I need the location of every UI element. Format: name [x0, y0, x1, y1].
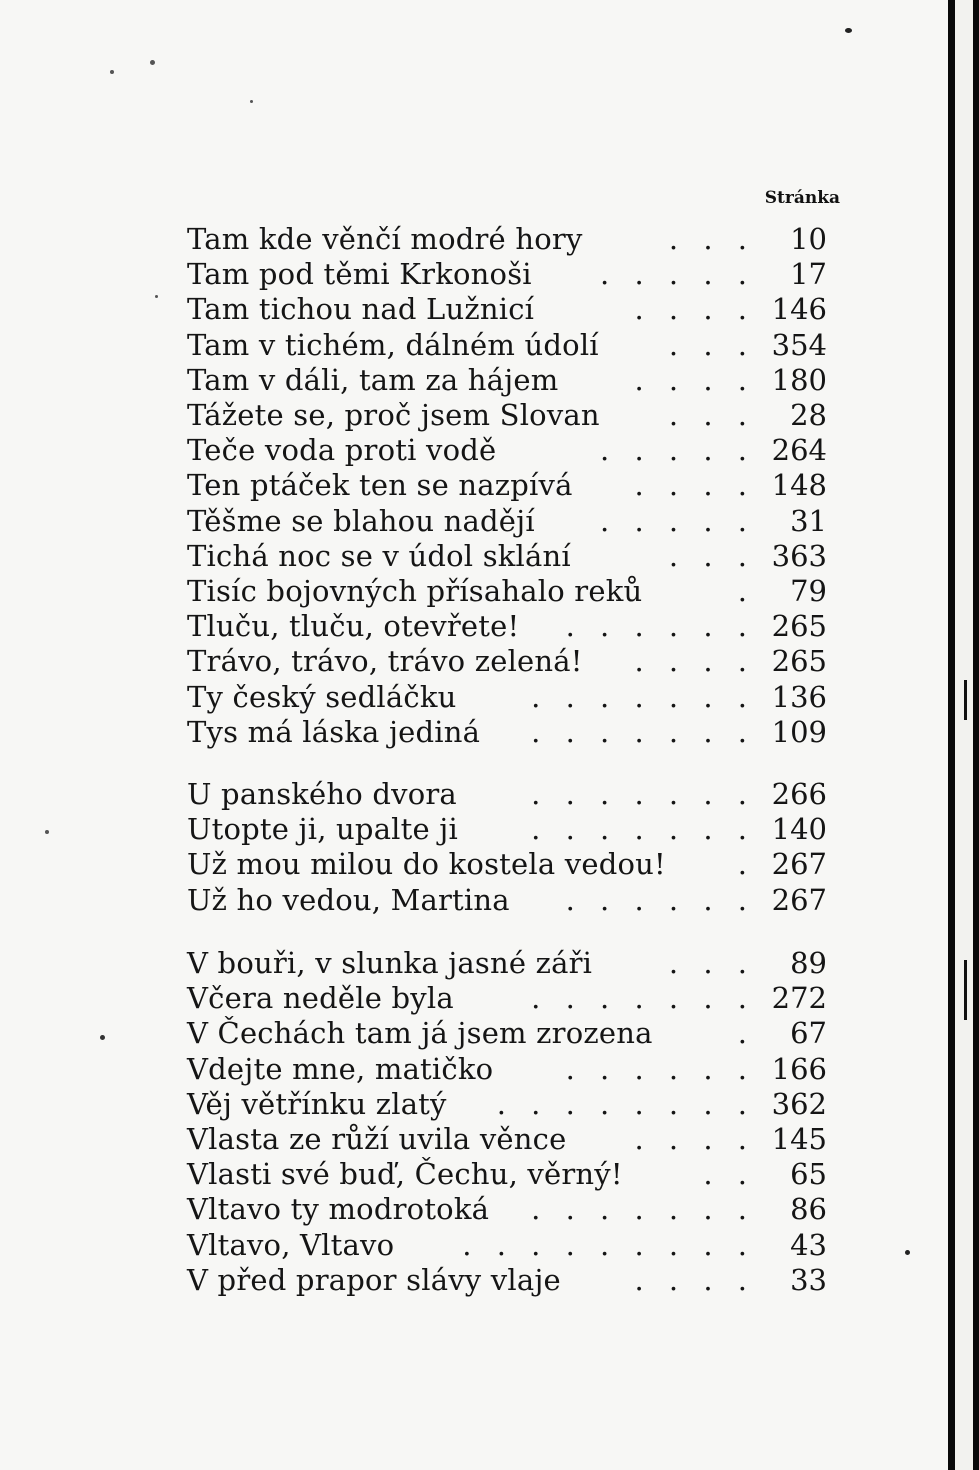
toc-entry — [187, 777, 827, 812]
toc-entry-page-number: 145 — [771, 1122, 827, 1156]
toc-entry-title: Tisíc bojovných přísahalo reků — [187, 574, 643, 608]
scan-speck — [150, 60, 155, 65]
toc-entry-title: Už ho vedou, Martina — [187, 882, 510, 917]
toc-entry-leader-dots: . . . . . . . — [531, 777, 755, 811]
toc-entry-page-number: 109 — [771, 714, 827, 749]
toc-entry-title: Vlasti své buď, Čechu, věrný! — [187, 1157, 623, 1192]
toc-entry-page-number: 166 — [771, 1051, 827, 1086]
toc-entry — [187, 574, 827, 609]
toc-entry-page-number: 267 — [771, 847, 827, 882]
toc-entry-leader-dots: . . . . — [634, 1122, 755, 1156]
toc-entry-page-number: 180 — [771, 362, 827, 397]
toc-entry — [187, 883, 827, 918]
toc-entry-page-number: 140 — [771, 812, 827, 847]
toc-entry-page-number: 267 — [771, 882, 827, 917]
toc-entry-title: Trávo, trávo, trávo zelená! — [187, 644, 583, 679]
toc-entry-title: Tys má láska jediná — [187, 714, 481, 749]
toc-entry-title: V Čechách tam já jsem zrozena — [187, 1016, 653, 1051]
next-page-edge-mark — [964, 680, 967, 720]
toc-entry-title: Vdejte mne, matičko — [187, 1051, 494, 1086]
toc-entry-leader-dots: . . . . — [634, 292, 755, 327]
scan-speck — [45, 830, 49, 834]
toc-entry — [187, 847, 827, 882]
toc-entry-title: Ten ptáček ten se nazpívá — [187, 468, 573, 503]
toc-entry-title: Vltavo, Vltavo — [187, 1227, 395, 1262]
toc-entry — [187, 812, 827, 847]
toc-entry — [187, 1157, 827, 1192]
toc-entry — [187, 433, 827, 468]
toc-entry-leader-dots: . — [737, 1016, 755, 1051]
toc-entry-leader-dots: . . . — [668, 222, 755, 256]
toc-entry-page-number: 265 — [771, 644, 827, 679]
toc-entry-title: Tam kde věnčí modré hory — [187, 222, 583, 256]
toc-entry — [187, 680, 827, 715]
scan-speck — [845, 28, 852, 33]
toc-entry-page-number: 148 — [771, 468, 827, 503]
toc-entry-title: Věj větřínku zlatý — [187, 1086, 447, 1121]
toc-entry-leader-dots: . . . . . — [600, 433, 755, 468]
toc-entry-page-number: 10 — [790, 222, 827, 256]
toc-entry-title: Tážete se, proč jsem Slovan — [187, 398, 600, 432]
scan-speck — [155, 295, 158, 298]
toc-entry-leader-dots: . . . . . . . — [531, 812, 755, 847]
toc-entry-page-number: 79 — [790, 574, 827, 608]
toc-entry-page-number: 65 — [790, 1157, 827, 1192]
toc-entry-title: U panského dvora — [187, 777, 457, 811]
toc-entry — [187, 328, 827, 363]
toc-entry-page-number: 354 — [771, 327, 827, 362]
toc-entry-page-number: 31 — [790, 503, 827, 538]
toc-entry-title: Tluču, tluču, otevřete! — [187, 609, 520, 644]
toc-entry-title: Ty český sedláčku — [187, 679, 457, 714]
toc-entry — [187, 292, 827, 327]
toc-entry-title: Utopte ji, upalte ji — [187, 812, 458, 847]
toc-entry-leader-dots: . . . — [668, 327, 755, 362]
toc-entry-page-number: 28 — [790, 398, 827, 432]
toc-entry — [187, 1122, 827, 1157]
toc-entry-title: Tam pod těmi Krkonoši — [187, 257, 532, 292]
toc-entry-leader-dots: . . . — [668, 946, 755, 980]
page-column-header: Stránka — [764, 188, 840, 208]
toc-entry — [187, 715, 827, 750]
toc-entry-leader-dots: . — [737, 847, 755, 882]
toc-entry-leader-dots: . . . . . . . — [531, 1192, 755, 1227]
toc-entry-page-number: 146 — [771, 292, 827, 327]
toc-entry-title: Tam v tichém, dálném údolí — [187, 327, 599, 362]
toc-entry-page-number: 272 — [771, 981, 827, 1016]
next-page-edge-mark — [964, 960, 967, 1020]
toc-entry — [187, 504, 827, 539]
toc-entry — [187, 468, 827, 503]
toc-entry — [187, 981, 827, 1016]
toc-entry-title: Už mou milou do kostela vedou! — [187, 847, 666, 882]
toc-entry-title: Těšme se blahou nadějí — [187, 503, 535, 538]
next-page-edge — [955, 0, 973, 1470]
toc-entry-leader-dots: . . . . . . . — [531, 714, 755, 749]
toc-entry-leader-dots: . . . . . . — [565, 882, 755, 917]
toc-entry — [187, 363, 827, 398]
toc-entry-leader-dots: . . . — [668, 398, 755, 432]
toc-entry — [187, 1052, 827, 1087]
toc-entry-leader-dots: . . . . . — [600, 257, 755, 292]
toc-entry-page-number: 33 — [790, 1262, 827, 1297]
scan-speck — [250, 100, 253, 103]
toc-entry-leader-dots: . . — [703, 1157, 755, 1192]
toc-entry — [187, 946, 827, 981]
toc-entry — [187, 222, 827, 257]
toc-entry — [187, 1016, 827, 1051]
toc-entry-title: Tichá noc se v údol sklání — [187, 538, 571, 573]
toc-entry — [187, 539, 827, 574]
toc-entry — [187, 257, 827, 292]
toc-entry-leader-dots: . . . . — [634, 468, 755, 503]
toc-entry — [187, 1263, 827, 1298]
toc-entry-page-number: 43 — [790, 1227, 827, 1262]
toc-entry-leader-dots: . . . . . . . — [531, 679, 755, 714]
toc-entry-title: Teče voda proti vodě — [187, 433, 497, 468]
toc-entry-leader-dots: . . . . — [634, 644, 755, 679]
toc-entry-leader-dots: . . . . . . . — [531, 981, 755, 1016]
toc-entry-page-number: 362 — [771, 1086, 827, 1121]
toc-entry-leader-dots: . . . . . . . . — [496, 1086, 755, 1121]
toc-entry-page-number: 86 — [790, 1192, 827, 1227]
toc-entry-title: Tam v dáli, tam za hájem — [187, 362, 559, 397]
toc-entry-leader-dots: . . . . . . — [565, 1051, 755, 1086]
toc-entry-title: Vltavo ty modrotoká — [187, 1192, 490, 1227]
toc-entry-page-number: 264 — [771, 433, 827, 468]
toc-entry-leader-dots: . . . . . . — [565, 609, 755, 644]
scan-speck — [905, 1250, 910, 1255]
toc-entry — [187, 1228, 827, 1263]
toc-entry-leader-dots: . . . . . — [600, 503, 755, 538]
toc-entry-page-number: 136 — [771, 679, 827, 714]
toc-entry-leader-dots: . . . . . . . . . — [462, 1227, 755, 1262]
toc-entry-leader-dots: . . . . — [634, 1262, 755, 1297]
scan-speck — [110, 70, 114, 74]
scan-speck — [100, 1035, 105, 1040]
toc-entry — [187, 1192, 827, 1227]
toc-entry-leader-dots: . . . . — [634, 362, 755, 397]
toc-entry-title: V před prapor slávy vlaje — [187, 1262, 561, 1297]
toc-entry-page-number: 265 — [771, 609, 827, 644]
toc-entry-title: V bouři, v slunka jasné záři — [187, 946, 593, 980]
toc-entry-leader-dots: . — [737, 574, 755, 608]
toc-entry-title: Vlasta ze růží uvila věnce — [187, 1122, 567, 1156]
toc-entry — [187, 1087, 827, 1122]
toc-entry-title: Tam tichou nad Lužnicí — [187, 292, 535, 327]
toc-entry-page-number: 363 — [771, 538, 827, 573]
toc-entry-title: Včera neděle byla — [187, 981, 454, 1016]
toc-entry-page-number: 67 — [790, 1016, 827, 1051]
toc-entry-page-number: 89 — [790, 946, 827, 980]
toc-entry-page-number: 17 — [790, 257, 827, 292]
toc-entry-page-number: 266 — [771, 777, 827, 811]
toc-entry — [187, 644, 827, 679]
toc-entry — [187, 398, 827, 433]
toc-entry — [187, 609, 827, 644]
toc-entry-leader-dots: . . . — [668, 538, 755, 573]
